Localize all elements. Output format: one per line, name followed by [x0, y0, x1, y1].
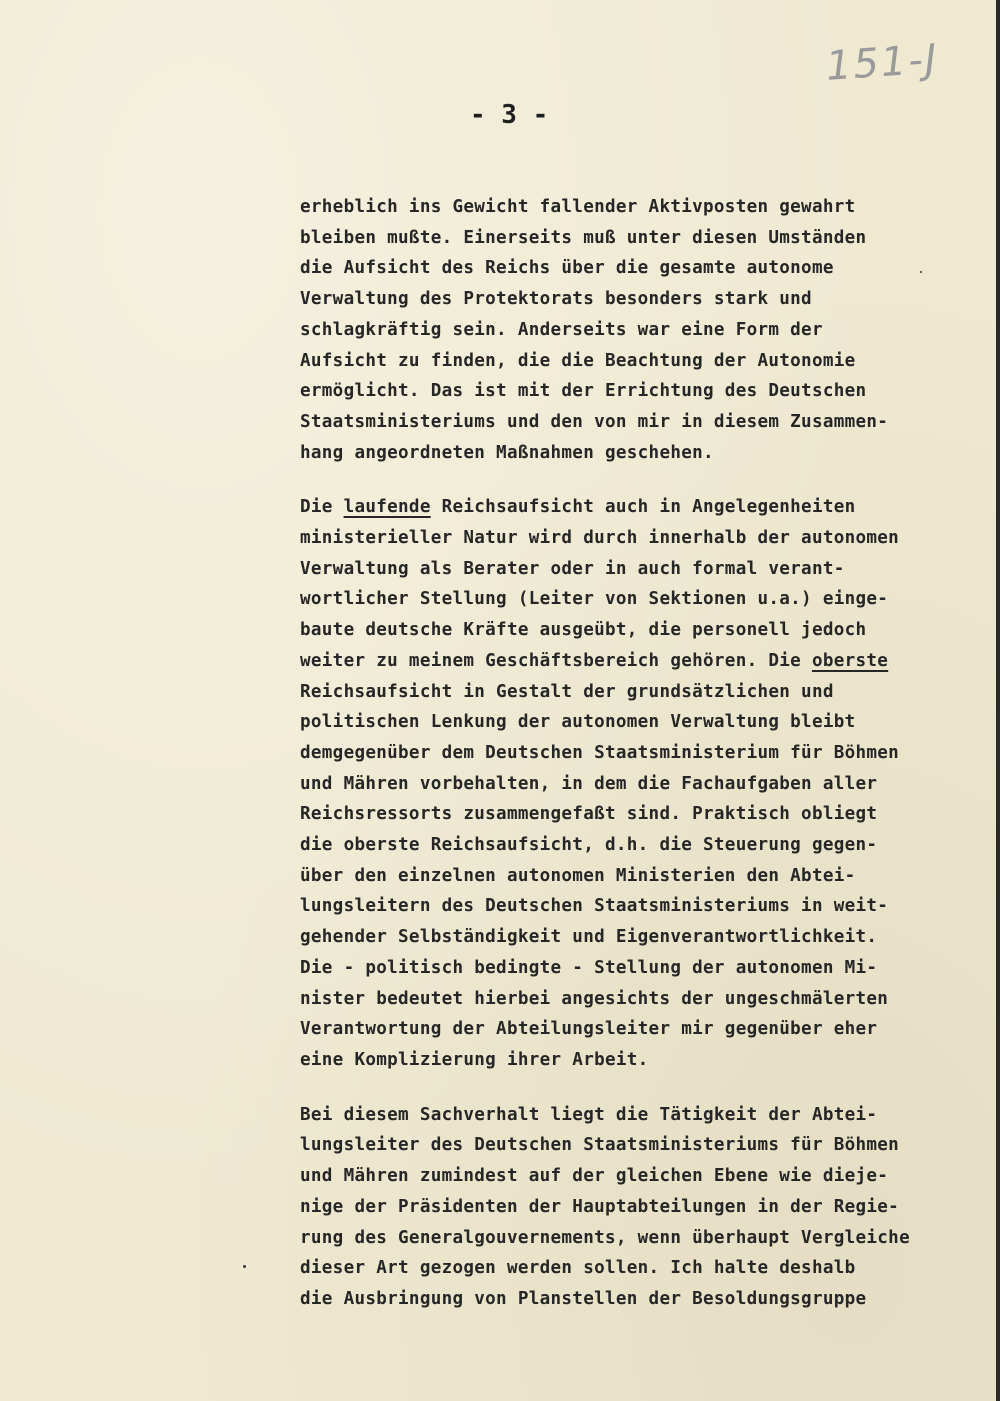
text-segment: weiter zu meinem Geschäftsbereich gehören. Die: [300, 650, 812, 671]
text-line: [300, 615, 990, 646]
text-line: [300, 284, 990, 315]
text-line: [300, 1045, 990, 1076]
text-segment: Aufsicht zu finden, die die Beachtung der Autonomie: [300, 350, 856, 371]
text-line: [300, 192, 990, 223]
text-segment: Die: [300, 497, 344, 518]
text-line: [300, 253, 990, 284]
text-segment: und Mähren zumindest auf der gleichen Ebene wie dieje-: [300, 1166, 889, 1187]
text-line: [300, 799, 990, 830]
text-segment: bleiben mußte. Einerseits muß unter diesen Umständen: [300, 227, 867, 248]
text-segment: gehender Selbständigkeit und Eigenverantwortlichkeit.: [300, 927, 878, 948]
text-segment: baute deutsche Kräfte ausgeübt, die personell jedoch: [300, 620, 867, 641]
text-segment: Reichsaufsicht in Gestalt der grundsätzlichen und: [300, 681, 834, 702]
text-line: [300, 1192, 990, 1223]
text-segment: über den einzelnen autonomen Ministerien den Abtei-: [300, 865, 856, 886]
text-line: [300, 707, 990, 738]
text-segment: Bei diesem Sachverhalt liegt die Tätigkeit der Abtei-: [300, 1104, 878, 1125]
text-line: [300, 492, 990, 523]
text-line: [300, 646, 990, 677]
text-segment: Reichsaufsicht auch in Angelegenheiten: [430, 497, 856, 518]
text-line: [300, 1223, 990, 1254]
text-line: [300, 1161, 990, 1192]
text-line: [300, 891, 990, 922]
text-line: [300, 830, 990, 861]
text-line: [300, 1014, 990, 1045]
text-segment: die Ausbringung von Planstellen der Besoldungsgruppe: [300, 1288, 867, 1309]
paragraph: [300, 1100, 990, 1315]
text-segment: die Aufsicht des Reichs über die gesamte autonome: [300, 258, 834, 279]
scan-edge: [996, 0, 1000, 1401]
archive-mark: 151-J: [824, 36, 941, 90]
paragraph-gap: [300, 1076, 990, 1100]
text-segment: lungsleiter des Deutschen Staatsministeriums für Böhmen: [300, 1135, 900, 1156]
text-segment: eine Komplizierung ihrer Arbeit.: [300, 1049, 649, 1070]
text-segment: ermöglicht. Das ist mit der Errichtung des Deutschen: [300, 381, 867, 402]
text-segment: demgegenüber dem Deutschen Staatsministerium für Böhmen: [300, 742, 900, 763]
text-line: [300, 738, 990, 769]
text-segment: erheblich ins Gewicht fallender Aktivposten gewahrt: [300, 197, 856, 217]
text-segment: Reichsressorts zusammengefaßt sind. Praktisch obliegt: [300, 804, 878, 825]
text-segment: Verwaltung als Berater oder in auch formal verant-: [300, 558, 845, 579]
page-number: - 3 -: [470, 100, 549, 130]
scan-speck: [243, 1265, 246, 1268]
text-segment: Staatsministeriums und den von mir in diesem Zusammen-: [300, 411, 889, 432]
text-segment: nister bedeutet hierbei angesichts der ungeschmälerten: [300, 988, 889, 1009]
text-segment: schlagkräftig sein. Anderseits war eine Form der: [300, 319, 823, 340]
text-line: [300, 315, 990, 346]
text-segment: Verantwortung der Abteilungsleiter mir gegenüber eher: [300, 1019, 878, 1040]
text-segment: Verwaltung des Protektorats besonders stark und: [300, 289, 812, 310]
text-line: [300, 1130, 990, 1161]
text-line: [300, 1100, 990, 1131]
text-segment: Die - politisch bedingte - Stellung der autonomen Mi-: [300, 957, 878, 978]
text-segment: und Mähren vorbehalten, in dem die Fachaufgaben aller: [300, 773, 878, 794]
underlined-word: laufende: [343, 497, 431, 518]
paragraph-gap: [300, 468, 990, 492]
text-segment: lungsleitern des Deutschen Staatsministeriums in weit-: [300, 896, 889, 917]
scan-speck: [920, 271, 922, 273]
text-segment: wortlicher Stellung (Leiter von Sektionen u.a.) einge-: [300, 589, 889, 610]
underlined-word: oberste: [811, 650, 889, 671]
text-line: [300, 584, 990, 615]
body-text: [300, 192, 990, 1315]
text-segment: ministerieller Natur wird durch innerhalb der autonomen: [300, 528, 900, 549]
paragraph: [300, 492, 990, 1075]
text-line: [300, 953, 990, 984]
paragraph: [300, 192, 990, 468]
text-segment: dieser Art gezogen werden sollen. Ich halte deshalb: [300, 1258, 856, 1279]
text-segment: hang angeordneten Maßnahmen geschehen.: [300, 442, 714, 463]
text-line: [300, 677, 990, 708]
text-line: [300, 1284, 990, 1315]
text-line: [300, 922, 990, 953]
text-line: [300, 861, 990, 892]
text-line: [300, 984, 990, 1015]
text-line: [300, 438, 990, 469]
text-line: [300, 769, 990, 800]
text-line: [300, 407, 990, 438]
text-line: [300, 1253, 990, 1284]
text-segment: die oberste Reichsaufsicht, d.h. die Steuerung gegen-: [300, 835, 878, 856]
text-segment: rung des Generalgouvernements, wenn überhaupt Vergleiche: [300, 1227, 910, 1248]
text-line: [300, 223, 990, 254]
text-segment: nige der Präsidenten der Hauptabteilungen in der Regie-: [300, 1196, 900, 1217]
text-line: [300, 523, 990, 554]
text-line: [300, 554, 990, 585]
text-segment: politischen Lenkung der autonomen Verwaltung bleibt: [300, 712, 856, 733]
text-line: [300, 376, 990, 407]
text-line: [300, 346, 990, 377]
